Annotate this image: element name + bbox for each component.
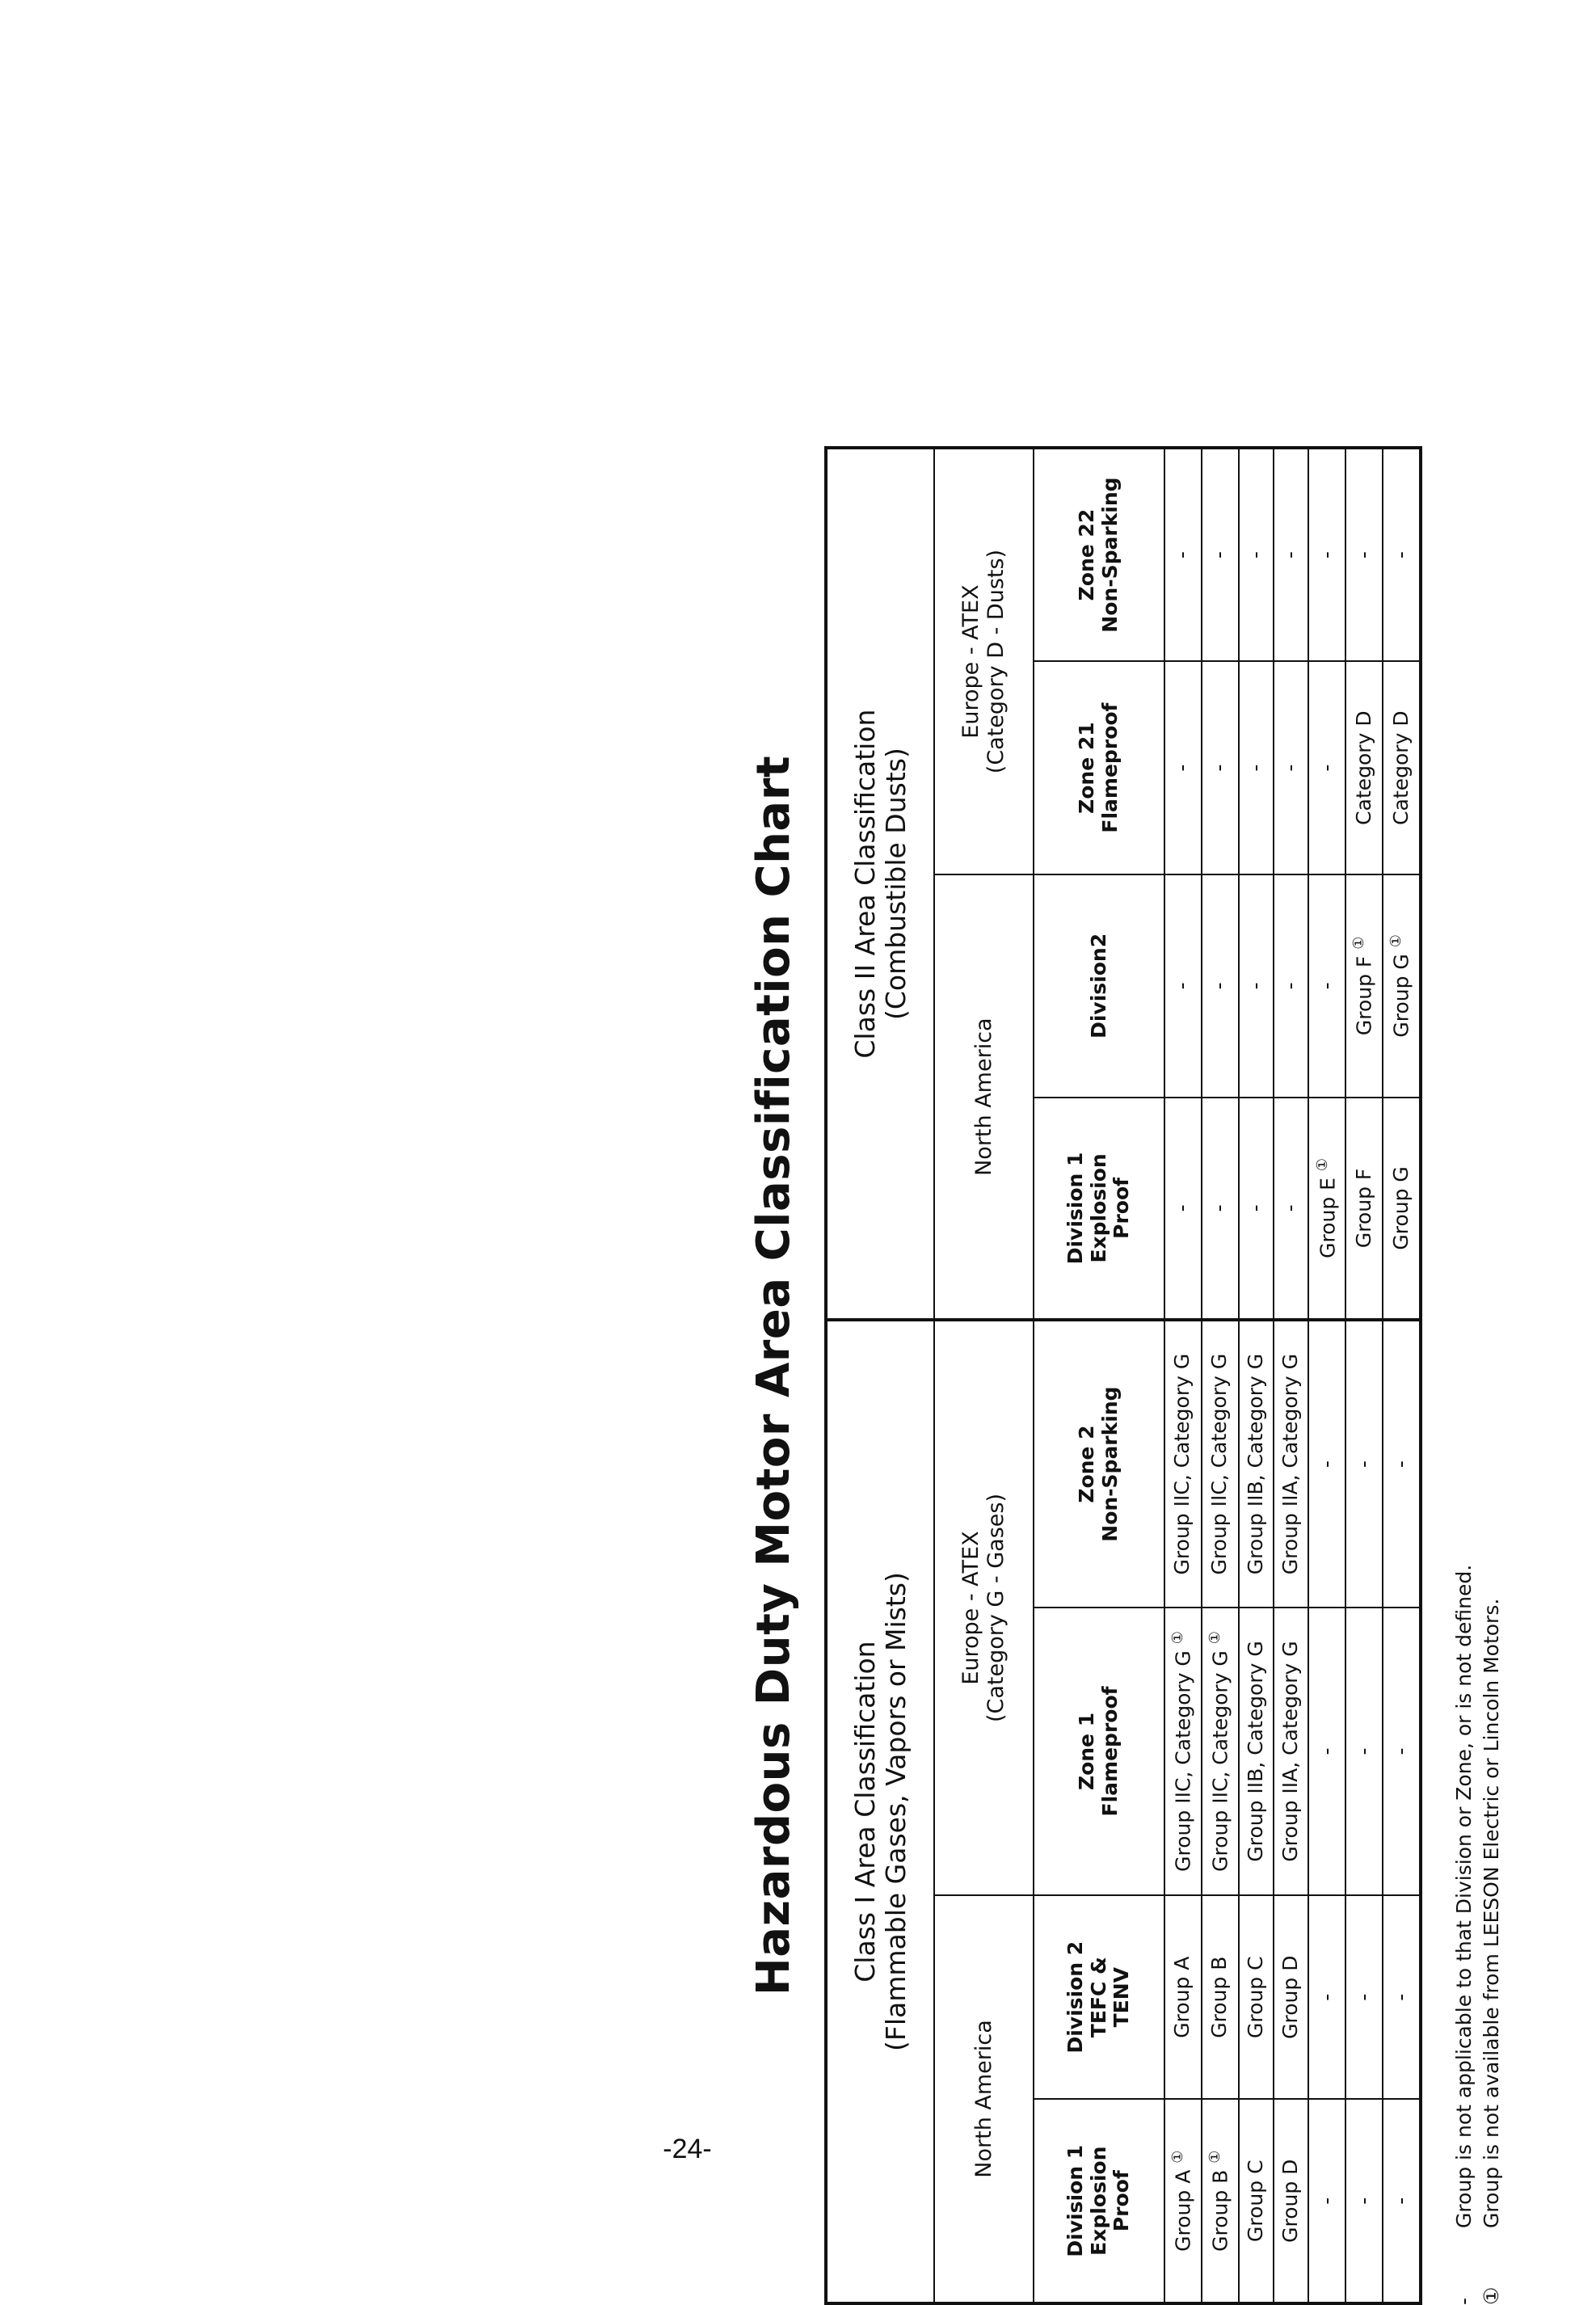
table-cell <box>1308 1608 1345 1895</box>
class1-europe-line2: (Category G - Gases) <box>983 1494 1009 1723</box>
column-header-line: Proof <box>1110 1177 1134 1239</box>
cell-value: - <box>1207 1204 1232 1212</box>
table-row <box>1202 448 1239 2303</box>
cell-value: - <box>1314 551 1338 559</box>
table-cell <box>1308 2099 1345 2303</box>
table-body <box>1164 448 1421 2303</box>
column-header-line: Proof <box>1110 2170 1134 2232</box>
cell-value: Group A <box>1170 1956 1194 2038</box>
classification-table-frame <box>824 446 1422 2305</box>
cell-value: Group E <box>1315 1178 1339 1258</box>
table-cell <box>1202 2099 1239 2303</box>
class1-title-line1: Class I Area Classification <box>849 1641 881 1983</box>
cell-value: - <box>1314 1993 1338 2001</box>
table-cell <box>1202 1608 1239 1895</box>
cell-value: Group B <box>1207 1956 1232 2038</box>
table-row <box>1345 448 1383 2303</box>
table-cell <box>1202 448 1239 661</box>
table-row <box>1274 448 1308 2303</box>
class2-europe-heading <box>934 448 1034 874</box>
cell-value: - <box>1388 2197 1413 2205</box>
table-cell <box>1383 1320 1421 1608</box>
cell-value: - <box>1243 551 1267 559</box>
cell-value: - <box>1243 982 1267 990</box>
cell-value: Group IIB, Category G <box>1243 1641 1267 1862</box>
table-cell <box>1164 874 1202 1098</box>
table-cell <box>1345 1895 1383 2100</box>
footnote-marker: ① <box>1388 934 1405 948</box>
table-cell <box>1308 1895 1345 2100</box>
table-cell <box>1239 1895 1274 2100</box>
table-cell <box>1274 1098 1308 1321</box>
cell-value: Group IIC, Category G <box>1208 1650 1232 1872</box>
table-cell <box>1274 448 1308 661</box>
cell-value: - <box>1243 764 1267 772</box>
column-header-line: Zone 2 <box>1075 1425 1099 1503</box>
class1-europe-line1: Europe - ATEX <box>958 1531 984 1685</box>
cell-value: - <box>1278 551 1303 559</box>
cell-value: - <box>1388 1460 1413 1469</box>
class1-europe-heading <box>934 1320 1034 1895</box>
table-cell <box>1345 874 1383 1098</box>
column-header-7 <box>1034 661 1164 874</box>
table-cell <box>1308 661 1345 874</box>
cell-value: Group IIC, Category G <box>1207 1353 1232 1575</box>
column-header-5 <box>1034 1098 1164 1321</box>
cell-value: Category D <box>1388 710 1413 825</box>
table-cell <box>1164 661 1202 874</box>
cell-value: - <box>1351 551 1375 559</box>
class2-heading <box>826 448 934 1320</box>
table-cell <box>1239 448 1274 661</box>
cell-value: - <box>1207 551 1232 559</box>
table-cell <box>1164 1608 1202 1895</box>
column-header-line: Explosion <box>1086 1153 1110 1263</box>
table-cell <box>1345 1608 1383 1895</box>
table-cell <box>1345 2099 1383 2303</box>
page-number: -24- <box>663 2134 712 2164</box>
footnote-dash-text: Group is not applicable to that Division or Zone, or is not defined. <box>1452 1564 1476 2228</box>
cell-value: - <box>1207 982 1232 990</box>
column-header-line: Division 1 <box>1063 2144 1087 2257</box>
column-header-1 <box>1034 2099 1164 2303</box>
table-row <box>1164 448 1202 2303</box>
table-cell <box>1274 2099 1308 2303</box>
column-header-line: Division 1 <box>1063 1152 1087 1265</box>
cell-value: - <box>1314 1747 1338 1755</box>
footnote-marker: ① <box>1313 1157 1331 1172</box>
table-cell <box>1164 1895 1202 2100</box>
cell-value: - <box>1170 551 1194 559</box>
cell-value: - <box>1278 1204 1303 1212</box>
column-header-line: Zone 22 <box>1075 508 1099 601</box>
table-cell <box>1345 448 1383 661</box>
column-header-line: Zone 1 <box>1075 1712 1099 1791</box>
table-cell <box>1164 2099 1202 2303</box>
table-cell <box>1383 874 1421 1098</box>
table-cell <box>1164 1320 1202 1608</box>
table-cell <box>1345 1320 1383 1608</box>
class2-europe-line2: (Category D - Dusts) <box>983 549 1009 774</box>
table-cell <box>1308 1098 1345 1321</box>
footnote-circled-one <box>1478 446 1505 2305</box>
table-cell <box>1345 1098 1383 1321</box>
table-row <box>1383 448 1421 2303</box>
cell-value: - <box>1243 1204 1267 1212</box>
footnote-circled-one-text: Group is not available from LEESON Electric or Lincoln Motors. <box>1479 1598 1503 2228</box>
footnotes <box>1451 446 1505 2305</box>
cell-value: Group D <box>1278 1955 1303 2039</box>
page-title: Hazardous Duty Motor Area Classification Chart <box>747 755 800 1996</box>
column-header-line: Division2 <box>1086 933 1110 1039</box>
cell-value: - <box>1314 764 1338 772</box>
table-cell <box>1308 448 1345 661</box>
table-cell <box>1164 448 1202 661</box>
table-cell <box>1274 874 1308 1098</box>
table-cell <box>1383 448 1421 661</box>
table-cell <box>1308 1320 1345 1608</box>
table-cell <box>1239 1608 1274 1895</box>
column-header-8 <box>1034 448 1164 661</box>
cell-value: - <box>1351 2197 1375 2205</box>
footnote-marker: ① <box>1169 2150 1187 2164</box>
column-header-row <box>1034 448 1164 2303</box>
column-header-line: Non-Sparking <box>1097 1386 1122 1542</box>
class2-north-america-heading: North America <box>934 874 1034 1320</box>
cell-value: Group IIA, Category G <box>1278 1353 1303 1575</box>
class1-title-line2: (Flammable Gases, Vapors or Mists) <box>879 1572 912 2051</box>
table-cell <box>1274 661 1308 874</box>
table-cell <box>1239 1320 1274 1608</box>
cell-value: - <box>1170 982 1194 990</box>
cell-value: Group D <box>1278 2159 1303 2243</box>
cell-value: - <box>1388 551 1413 559</box>
cell-value: - <box>1207 764 1232 772</box>
footnote-marker: ① <box>1169 1631 1187 1645</box>
table-cell <box>1383 2099 1421 2303</box>
cell-value: Category D <box>1351 710 1375 825</box>
table-cell <box>1345 661 1383 874</box>
table-cell <box>1239 1098 1274 1321</box>
cell-value: - <box>1351 1460 1375 1469</box>
table-cell <box>1202 874 1239 1098</box>
table-row <box>1308 448 1345 2303</box>
footnote-marker: ① <box>1206 2150 1224 2164</box>
column-header-2 <box>1034 1895 1164 2100</box>
table-cell <box>1239 874 1274 1098</box>
table-cell <box>1164 1098 1202 1321</box>
cell-value: Group F <box>1352 955 1376 1036</box>
column-header-line: Flameproof <box>1097 1686 1122 1817</box>
class2-title-line1: Class II Area Classification <box>849 709 881 1059</box>
column-header-line: Explosion <box>1086 2146 1110 2256</box>
footnote-dash-symbol: - <box>1452 2297 1476 2305</box>
class2-europe-line1: Europe - ATEX <box>958 584 984 739</box>
cell-value: Group IIC, Category G <box>1171 1650 1195 1872</box>
cell-value: - <box>1170 1204 1194 1212</box>
rotated-page-content <box>747 446 1596 2305</box>
column-header-3 <box>1034 1608 1164 1895</box>
cell-value: Group IIB, Category G <box>1243 1353 1267 1575</box>
column-header-line: TEFC & <box>1086 1957 1110 2038</box>
table-cell <box>1383 1895 1421 2100</box>
class2-title-line2: (Combustible Dusts) <box>879 748 912 1021</box>
cell-value: - <box>1314 2197 1338 2205</box>
table-cell <box>1202 1895 1239 2100</box>
table-row <box>1239 448 1274 2303</box>
cell-value: Group B <box>1208 2169 1232 2252</box>
cell-value: - <box>1170 764 1194 772</box>
footnote-marker: ① <box>1206 1631 1224 1645</box>
cell-value: - <box>1388 1747 1413 1755</box>
column-header-line: Non-Sparking <box>1097 477 1122 633</box>
class1-north-america-heading: North America <box>934 1895 1034 2303</box>
table-cell <box>1202 1320 1239 1608</box>
footnote-circled-one-symbol: ① <box>1479 2286 1503 2305</box>
table-cell <box>1383 661 1421 874</box>
cell-value: Group G <box>1389 954 1413 1038</box>
cell-value: - <box>1351 1993 1375 2001</box>
column-header-4 <box>1034 1320 1164 1608</box>
table-cell <box>1274 1320 1308 1608</box>
cell-value: Group A <box>1171 2169 1195 2252</box>
table-cell <box>1308 874 1345 1098</box>
table-cell <box>1202 1098 1239 1321</box>
table-cell <box>1383 1608 1421 1895</box>
cell-value: Group C <box>1243 2160 1267 2242</box>
cell-value: - <box>1278 764 1303 772</box>
cell-value: Group IIC, Category G <box>1170 1353 1194 1575</box>
table-cell <box>1239 2099 1274 2303</box>
table-cell <box>1274 1608 1308 1895</box>
cell-value: Group IIA, Category G <box>1278 1641 1303 1862</box>
cell-value: - <box>1351 1747 1375 1755</box>
cell-value: - <box>1388 1993 1413 2001</box>
column-header-6 <box>1034 874 1164 1098</box>
cell-value: Group C <box>1243 1956 1267 2038</box>
column-header-line: Division 2 <box>1063 1940 1087 2054</box>
table-cell <box>1383 1098 1421 1321</box>
cell-value: Group G <box>1388 1166 1413 1250</box>
column-header-line: Zone 21 <box>1075 722 1099 814</box>
cell-value: Group F <box>1351 1168 1375 1249</box>
classification-table <box>824 446 1422 2305</box>
footnote-dash <box>1451 446 1478 2305</box>
table-cell <box>1274 1895 1308 2100</box>
cell-value: - <box>1314 1460 1338 1469</box>
column-header-line: Flameproof <box>1097 702 1122 833</box>
footnote-marker: ① <box>1350 936 1368 950</box>
table-cell <box>1239 661 1274 874</box>
cell-value: - <box>1278 982 1303 990</box>
column-header-line: TENV <box>1110 1966 1134 2028</box>
cell-value: - <box>1314 982 1338 990</box>
table-cell <box>1202 661 1239 874</box>
